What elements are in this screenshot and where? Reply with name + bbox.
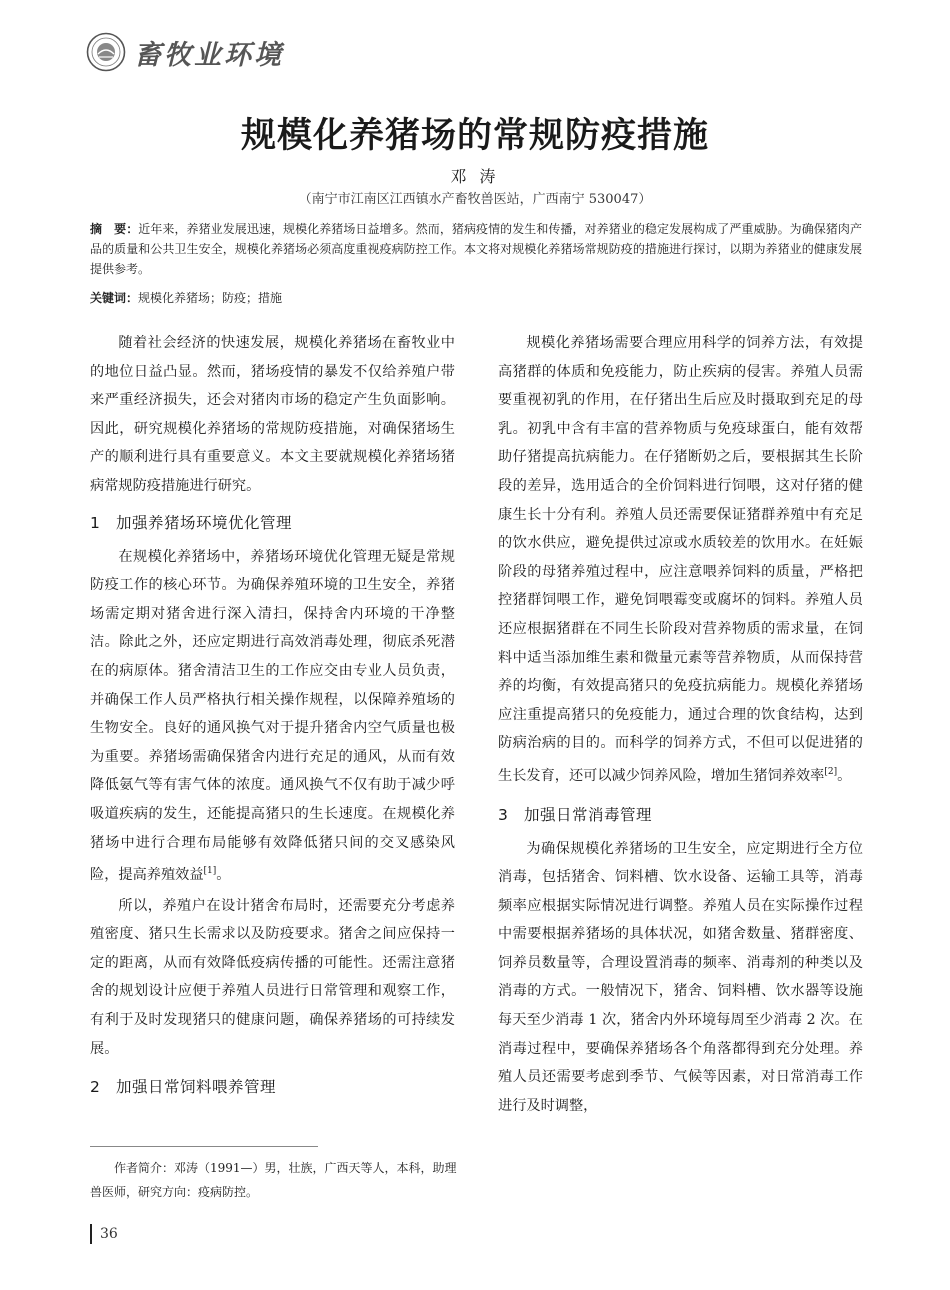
keywords bbox=[90, 288, 282, 308]
journal-header bbox=[86, 28, 284, 76]
section-1-title: 加强养猪场环境优化管理 bbox=[116, 513, 293, 532]
journal-seal-logo bbox=[86, 32, 126, 72]
section-2-paragraph-1-text: 规模化养猪场需要合理应用科学的饲养方法，有效提高猪群的体质和免疫能力，防止疾病的侵害。养殖人员需要重视初乳的作用，在仔猪出生后应及时摄取到充足的母乳。初乳中含有丰富的营养物质与免疫球蛋白，能有效帮助仔猪提高抗病能力。在仔猪断奶之后，要根据其生长阶段的差异，选用适合的全价饲料进行饲喂，这对仔猪的健康生长十分有利。养殖人员还需要保证猪群养殖中有充足的饮水供应，避免提供过凉或水质较差的饮用水。在妊娠阶段的母猪养殖过程中，应注意喂养饲料的质量，严格把控猪群饲喂工作，避免饲喂霉变或腐坏的饲料。养殖人员还应根据猪群在不同生长阶段对营养物质的需求量，在饲料中适当添加维生素和微量元素等营养物质，从而保持营养的均衡，有效提高猪只的免疫抗病能力。规模化养猪场应注重提高猪只的免疫能力，通过合理的饮食结构，达到防病治病的目的。而科学的饲养方式，不但可以促进猪的生长发育，还可以减少饲养风险，增加生猪饲养效率 bbox=[498, 335, 863, 784]
abstract-text: 近年来，养猪业发展迅速，规模化养猪场日益增多。然而，猪病疫情的发生和传播，对养猪业的稳定发展构成了严重威胁。为确保猪肉产品的质量和公共卫生安全，规模化养猪场必须高度重视疫病防控工作。本文将对规模化养猪场常规防疫的措施进行探讨，以期为养猪业的健康发展提供参考。 bbox=[90, 222, 862, 276]
section-2-heading bbox=[90, 1075, 455, 1099]
journal-name: 畜牧业环境 bbox=[134, 39, 284, 71]
author-footnote: 作者简介：邓涛（1991—）男，壮族，广西天等人，本科，助理兽医师，研究方向：疫病防控。 bbox=[90, 1161, 457, 1199]
keywords-label: 关键词： bbox=[90, 291, 139, 305]
section-1-paragraph-2: 所以，养殖户在设计猪舍布局时，还需要充分考虑养殖密度、猪只生长需求以及防疫要求。猪舍之间应保持一定的距离，从而有效降低疫病传播的可能性。还需注意猪舍的规划设计应便于养殖人员进行日常管理和观察工作，有利于及时发现猪只的健康问题，确保养猪场的可持续发展。 bbox=[90, 897, 455, 1057]
section-1-heading bbox=[90, 511, 455, 535]
section-1-paragraph-1-text: 在规模化养猪场中，养猪场环境优化管理无疑是常规防疫工作的核心环节。为确保养殖环境的卫生安全，养猪场需定期对猪舍进行深入清扫，保持舍内环境的干净整洁。除此之外，还应定期进行高效消毒处理，彻底杀死潜在的病原体。猪舍清洁卫生的工作应交由专业人员负责，并确保工作人员严格执行相关操作规程，以保障养殖场的生物安全。良好的通风换气对于提升猪舍内空气质量也极为重要。养猪场需确保猪舍内进行充足的通风，从而有效降低氨气等有害气体的浓度。通风换气不仅有助于减少呼吸道疾病的发生，还能提高猪只的生长速度。在规模化养猪场中进行合理布局能够有效降低猪只间的交叉感染风险，提高养殖效益 bbox=[90, 548, 455, 884]
page-number: 36 bbox=[90, 1224, 118, 1244]
article-author: 邓 涛 bbox=[450, 167, 500, 186]
section-1-paragraph-1-end: 。 bbox=[216, 867, 231, 884]
citation-1[interactable]: [1] bbox=[203, 866, 217, 877]
section-2-number: 2 bbox=[90, 1078, 101, 1097]
right-column bbox=[498, 329, 863, 1120]
left-column bbox=[90, 329, 455, 1107]
section-2-paragraph-1 bbox=[498, 329, 863, 791]
section-2-paragraph-1-end: 。 bbox=[837, 767, 852, 784]
abstract bbox=[90, 219, 862, 279]
article-title: 规模化养猪场的常规防疫措施 bbox=[240, 116, 709, 156]
section-3-title: 加强日常消毒管理 bbox=[524, 805, 653, 824]
keywords-text: 规模化养猪场；防疫；措施 bbox=[138, 291, 283, 305]
section-2-title: 加强日常饲料喂养管理 bbox=[116, 1078, 277, 1097]
footnote-divider bbox=[90, 1146, 318, 1147]
author-affiliation: （南宁市江南区江西镇水产畜牧兽医站，广西南宁 530047） bbox=[298, 192, 652, 207]
citation-2[interactable]: [2] bbox=[824, 766, 838, 777]
abstract-label: 摘 要： bbox=[90, 222, 139, 236]
section-3-heading bbox=[498, 803, 863, 827]
intro-paragraph: 随着社会经济的快速发展，规模化养猪场在畜牧业中的地位日益凸显。然而，猪场疫情的暴发不仅给养殖户带来严重经济损失，还会对猪肉市场的稳定产生负面影响。因此，研究规模化养猪场的常规防疫措施，对确保猪场生产的顺利进行具有重要意义。本文主要就规模化养猪场猪病常规防疫措施进行研究。 bbox=[90, 335, 455, 494]
section-1-paragraph-1 bbox=[90, 543, 455, 890]
section-1-number: 1 bbox=[90, 513, 101, 532]
section-3-paragraph-1: 为确保规模化养猪场的卫生安全，应定期进行全方位消毒，包括猪舍、饲料槽、饮水设备、运输工具等，消毒频率应根据实际情况进行调整。养殖人员在实际操作过程中需要根据养猪场的具体状况，如猪舍数量、猪群密度、饲养员数量等，合理设置消毒的频率、消毒剂的种类以及消毒的方式。一般情况下，猪舍、饲料槽、饮水器等设施每天至少消毒 1 次，猪舍内外环境每周至少消毒 2 次。在消毒过程中，要确保养猪场各个角落都得到充分处理。养殖人员还需要考虑到季节、气候等因素，对日常消毒工作进行及时调整， bbox=[498, 840, 863, 1114]
section-3-number: 3 bbox=[498, 805, 509, 824]
